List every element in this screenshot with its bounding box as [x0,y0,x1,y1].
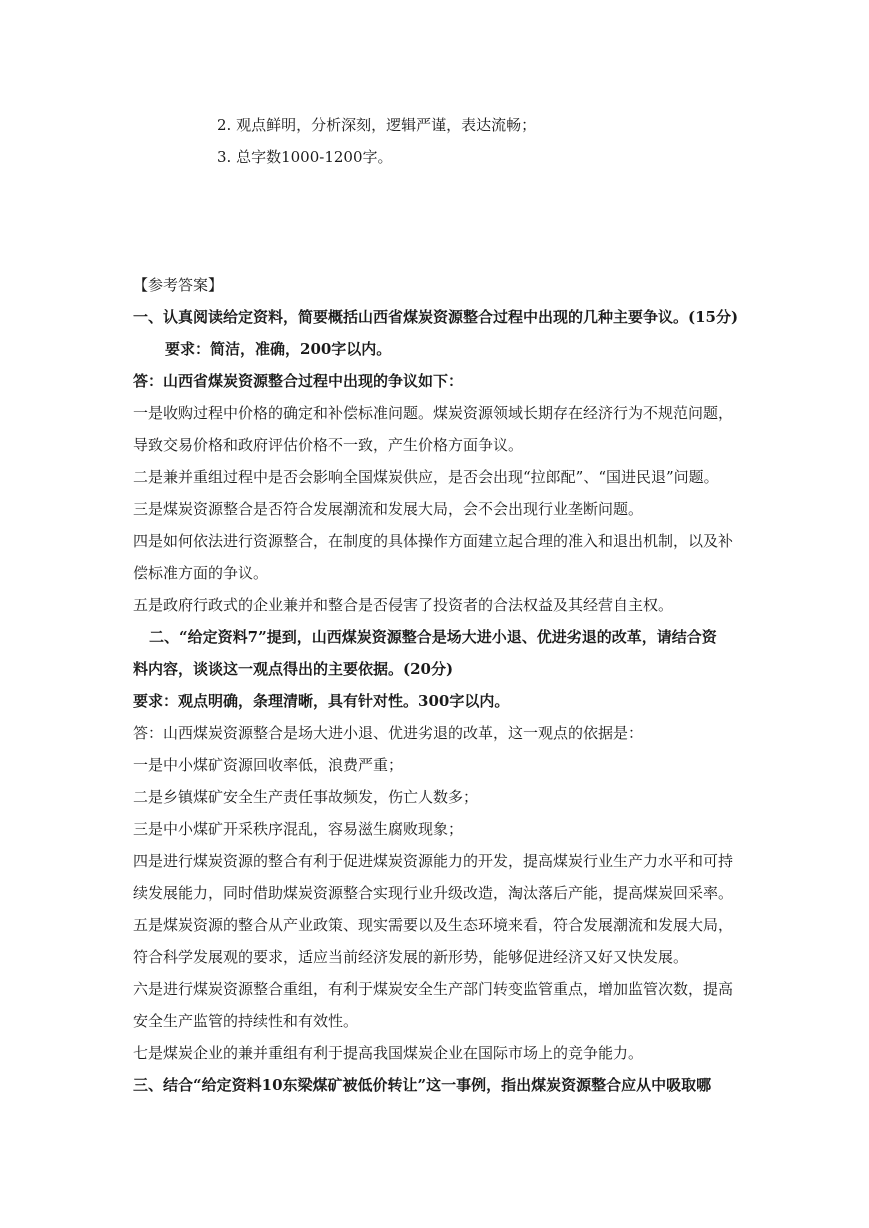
q1-line: 一是收购过程中价格的确定和补偿标准问题。煤炭资源领域长期存在经济行为不规范问题， [133,404,734,422]
q1-line: 五是政府行政式的企业兼并和整合是否侵害了投资者的合法权益及其经营自主权。 [133,596,674,614]
q1-answer-intro: 答：山西省煤炭资源整合过程中出现的争议如下： [133,372,464,390]
q2-line: 安全生产监管的持续性和有效性。 [133,1012,359,1030]
q2-question-line1: 二、“给定资料7”提到，山西煤炭资源整合是场大进小退、优进劣退的改革，请结合资 [149,628,717,646]
q1-line: 导致交易价格和政府评估价格不一致，产生价格方面争议。 [133,436,524,454]
q1-requirement: 要求：简洁，准确，200字以内。 [165,340,392,358]
q2-line: 符合科学发展观的要求，适应当前经济发展的新形势，能够促进经济又好又快发展。 [133,948,689,966]
q1-question: 一、认真阅读给定资料，简要概括山西省煤炭资源整合过程中出现的几种主要争议。(15分) [133,308,739,326]
q2-line: 二是乡镇煤矿安全生产责任事故频发，伤亡人数多； [133,788,479,806]
q1-line: 二是兼并重组过程中是否会影响全国煤炭供应，是否会出现“拉郎配”、“国进民退”问题。 [133,468,719,486]
q2-answer-intro: 答：山西煤炭资源整合是场大进小退、优进劣退的改革，这一观点的依据是： [133,724,644,742]
q1-line: 四是如何依法进行资源整合，在制度的具体操作方面建立起合理的准入和退出机制，以及补 [133,532,734,550]
q2-line: 五是煤炭资源的整合从产业政策、现实需要以及生态环境来看，符合发展潮流和发展大局， [133,916,734,934]
q2-line: 四是进行煤炭资源的整合有利于促进煤炭资源能力的开发，提高煤炭行业生产力水平和可持 [133,852,734,870]
requirement-item-3: 3. 总字数1000-1200字。 [217,148,393,166]
q2-question-line2: 料内容，谈谈这一观点得出的主要依据。(20分) [133,660,454,678]
q1-line: 偿标准方面的争议。 [133,564,269,582]
q3-question-line1: 三、结合“给定资料10东梁煤矿被低价转让”这一事例，指出煤炭资源整合应从中吸取哪 [133,1076,712,1094]
q2-line: 七是煤炭企业的兼并重组有利于提高我国煤炭企业在国际市场上的竞争能力。 [133,1044,644,1062]
answer-header: 【参考答案】 [133,276,224,294]
q2-line: 一是中小煤矿资源回收率低，浪费严重； [133,756,404,774]
q2-line: 六是进行煤炭资源整合重组，有利于煤炭安全生产部门转变监管重点，增加监管次数，提高 [133,980,734,998]
q1-line: 三是煤炭资源整合是否符合发展潮流和发展大局，会不会出现行业垄断问题。 [133,500,644,518]
q2-line: 续发展能力，同时借助煤炭资源整合实现行业升级改造，淘汰落后产能，提高煤炭回采率。 [133,884,734,902]
q2-requirement: 要求：观点明确，条理清晰，具有针对性。300字以内。 [133,692,510,710]
requirement-item-2: 2. 观点鲜明，分析深刻，逻辑严谨，表达流畅； [217,116,537,134]
q2-line: 三是中小煤矿开采秩序混乱，容易滋生腐败现象； [133,820,464,838]
